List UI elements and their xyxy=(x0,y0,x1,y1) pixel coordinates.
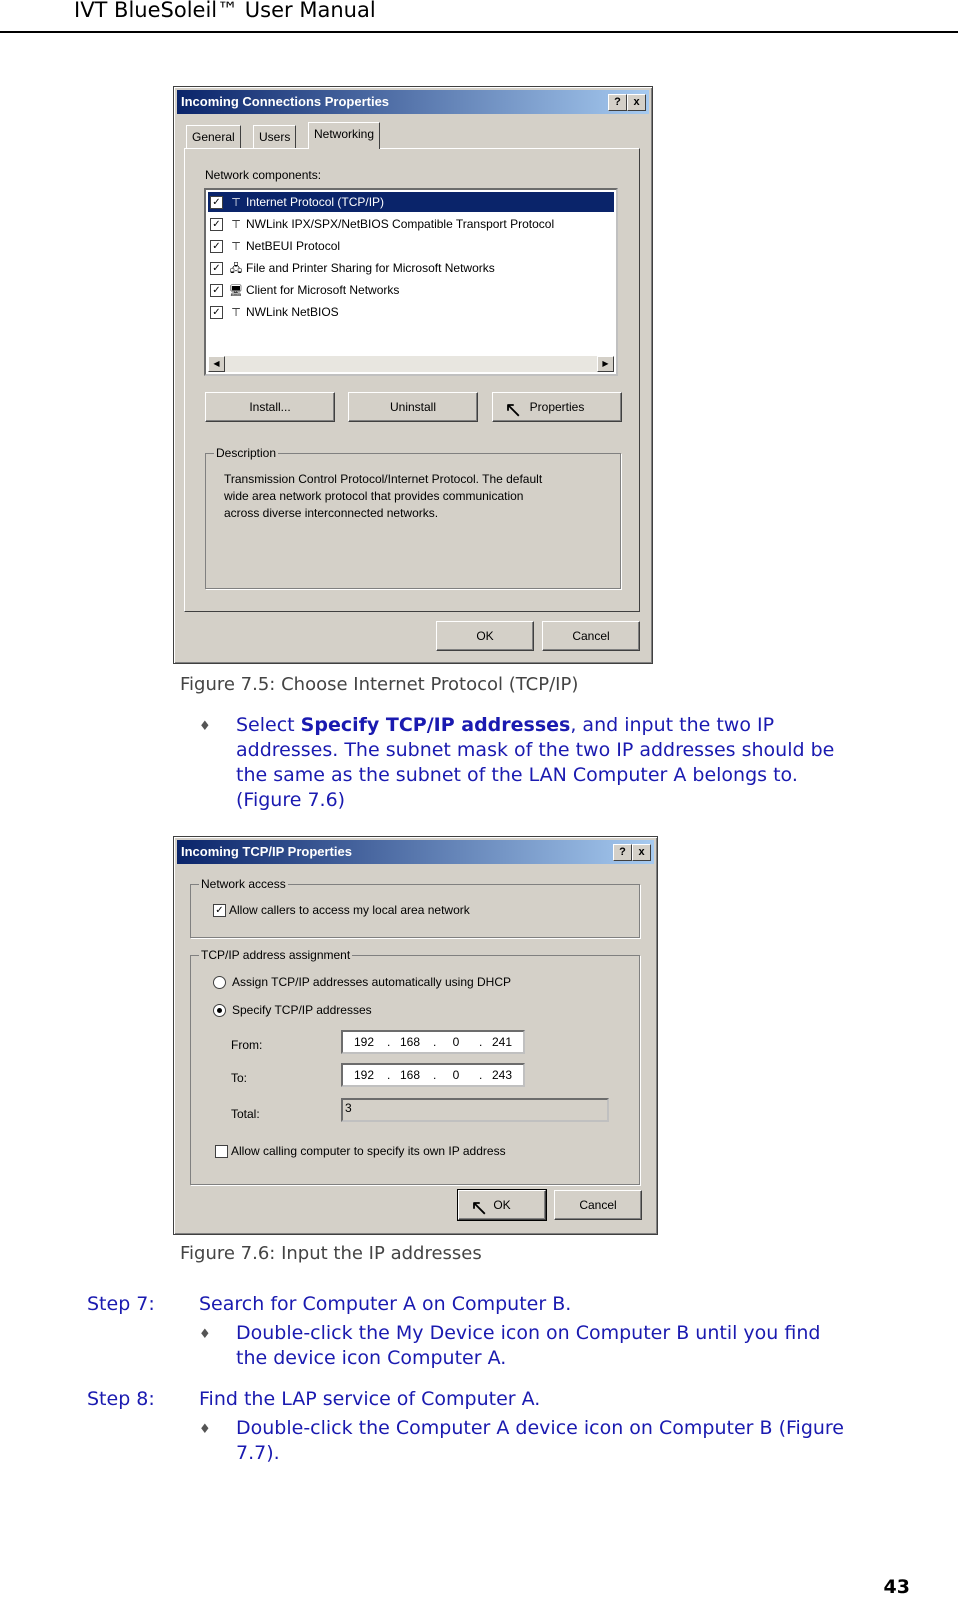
ip-dot: . xyxy=(433,1068,437,1082)
step-text: Find the LAP service of Computer A. xyxy=(199,1388,541,1410)
properties-button[interactable]: Properties xyxy=(492,392,622,422)
ip-octet[interactable]: 241 xyxy=(491,1035,513,1049)
close-button[interactable]: x xyxy=(632,844,651,861)
bullet-line: , and input the two IP xyxy=(570,714,775,736)
close-button[interactable]: x xyxy=(627,94,646,111)
install-button[interactable]: Install... xyxy=(205,392,335,422)
list-item[interactable] xyxy=(208,214,614,234)
protocol-icon: ⊤ xyxy=(231,218,241,231)
ok-button[interactable]: OK xyxy=(458,1190,546,1220)
to-ip-field[interactable] xyxy=(341,1063,525,1087)
emphasis: Specify TCP/IP addresses xyxy=(300,714,571,736)
ip-dot: . xyxy=(479,1035,483,1049)
description-group xyxy=(205,446,621,589)
list-item[interactable] xyxy=(208,258,614,278)
allow-own-ip-row xyxy=(213,1144,506,1158)
list-item[interactable] xyxy=(208,280,614,300)
help-button[interactable]: ? xyxy=(608,94,627,111)
allow-own-ip-checkbox[interactable] xyxy=(215,1145,228,1158)
bullet-line: addresses. The subnet mask of the two IP addresses should be xyxy=(236,739,835,761)
dialog-titlebar xyxy=(177,840,654,864)
step-text: Search for Computer A on Computer B. xyxy=(199,1293,572,1315)
address-assignment-label: TCP/IP address assignment xyxy=(201,948,351,962)
mouse-cursor-icon: ↖ xyxy=(504,397,523,422)
description-line: wide area network protocol that provides communication xyxy=(224,489,524,503)
allow-own-ip-label: Allow calling computer to specify its own IP address xyxy=(231,1144,506,1158)
from-label: From: xyxy=(231,1038,263,1052)
bullet-line: the device icon Computer A. xyxy=(236,1347,507,1369)
mouse-cursor-icon: ↖ xyxy=(470,1195,489,1220)
cancel-button[interactable]: Cancel xyxy=(554,1190,642,1220)
tab-networking[interactable]: Networking xyxy=(308,122,380,149)
step-bullet xyxy=(236,1321,936,1371)
horizontal-scrollbar[interactable] xyxy=(208,356,614,372)
checkbox-checked[interactable]: ✓ xyxy=(210,240,223,253)
checkbox-checked[interactable]: ✓ xyxy=(210,284,223,297)
scroll-left-icon[interactable]: ◀ xyxy=(208,356,225,372)
address-assignment-group xyxy=(190,948,640,1185)
dhcp-radio[interactable] xyxy=(213,976,226,989)
description-line: Transmission Control Protocol/Internet Protocol. The default xyxy=(224,472,543,486)
incoming-connections-dialog xyxy=(173,86,653,664)
dhcp-label: Assign TCP/IP addresses automatically using DHCP xyxy=(232,975,512,989)
component-label: NetBEUI Protocol xyxy=(246,239,341,253)
ip-octet[interactable]: 168 xyxy=(399,1035,421,1049)
bullet-line: Double-click the Computer A device icon on Computer B (Figure xyxy=(236,1417,844,1439)
ip-octet[interactable]: 0 xyxy=(452,1035,460,1049)
bullet-diamond-icon: ♦ xyxy=(199,1422,211,1437)
page-number: 43 xyxy=(883,1576,910,1598)
description-label: Description xyxy=(216,446,277,460)
manual-header-title: IVT BlueSoleil™ User Manual xyxy=(74,0,376,22)
protocol-icon: ⊤ xyxy=(231,306,241,319)
bullet-prefix: Select xyxy=(236,714,301,736)
network-access-label: Network access xyxy=(201,877,286,891)
ok-button[interactable]: OK xyxy=(436,621,534,651)
list-item[interactable] xyxy=(208,302,614,322)
total-label: Total: xyxy=(231,1107,260,1121)
list-item[interactable] xyxy=(208,236,614,256)
specify-label: Specify TCP/IP addresses xyxy=(232,1003,372,1017)
to-label: To: xyxy=(231,1071,248,1085)
checkbox-checked[interactable]: ✓ xyxy=(210,196,223,209)
description-line: across diverse interconnected networks. xyxy=(224,506,439,520)
total-field xyxy=(341,1098,609,1122)
component-label: Internet Protocol (TCP/IP) xyxy=(246,195,385,209)
specify-radio[interactable] xyxy=(213,1004,226,1017)
ip-dot: . xyxy=(387,1068,391,1082)
component-label: Client for Microsoft Networks xyxy=(246,283,400,297)
bullet-diamond-icon: ♦ xyxy=(199,1327,211,1342)
from-ip-field[interactable] xyxy=(341,1030,525,1054)
ip-dot: . xyxy=(387,1035,391,1049)
bullet-line: (Figure 7.6) xyxy=(236,789,346,811)
dialog-title: Incoming Connections Properties xyxy=(181,94,390,109)
cancel-button[interactable]: Cancel xyxy=(542,621,640,651)
dialog-titlebar xyxy=(177,90,649,114)
client-icon: 🖥 xyxy=(229,284,243,297)
ip-dot: . xyxy=(433,1035,437,1049)
bullet-line: the same as the subnet of the LAN Computer A belongs to. xyxy=(236,764,798,786)
checkbox-checked[interactable]: ✓ xyxy=(210,262,223,275)
uninstall-button[interactable]: Uninstall xyxy=(348,392,478,422)
tab-general[interactable]: General xyxy=(186,125,241,148)
bullet-line: Double-click the My Device icon on Computer B until you find xyxy=(236,1322,821,1344)
scroll-right-icon[interactable]: ▶ xyxy=(597,356,614,372)
ip-octet[interactable]: 0 xyxy=(452,1068,460,1082)
ip-octet[interactable]: 192 xyxy=(353,1035,375,1049)
ip-octet[interactable]: 168 xyxy=(399,1068,421,1082)
incoming-tcpip-dialog xyxy=(173,836,658,1235)
step-bullet xyxy=(236,1416,936,1466)
dhcp-option[interactable] xyxy=(213,975,511,989)
ip-octet[interactable]: 243 xyxy=(491,1068,513,1082)
network-components-label: Network components: xyxy=(205,168,322,182)
protocol-icon: ⊤ xyxy=(231,240,241,253)
step-label: Step 7: xyxy=(87,1293,155,1315)
bullet-diamond-icon: ♦ xyxy=(199,719,211,734)
figure-caption: Figure 7.6: Input the IP addresses xyxy=(180,1243,482,1264)
help-button[interactable]: ? xyxy=(613,844,632,861)
dialog-title: Incoming TCP/IP Properties xyxy=(181,844,352,859)
network-components-list[interactable] xyxy=(204,188,618,376)
ip-dot: . xyxy=(479,1068,483,1082)
allow-local-row xyxy=(211,903,470,917)
checkbox-checked[interactable]: ✓ xyxy=(210,306,223,319)
instruction-bullet xyxy=(236,713,926,813)
protocol-icon: ⊤ xyxy=(231,196,241,209)
network-access-group xyxy=(190,877,640,938)
header-rule xyxy=(0,31,958,33)
step-label: Step 8: xyxy=(87,1388,155,1410)
ip-octet[interactable]: 192 xyxy=(353,1068,375,1082)
component-label: File and Printer Sharing for Microsoft Networks xyxy=(246,261,495,275)
tab-users[interactable]: Users xyxy=(253,125,296,148)
checkbox-checked[interactable]: ✓ xyxy=(210,218,223,231)
component-label: NWLink NetBIOS xyxy=(246,305,339,319)
bullet-line: 7.7). xyxy=(236,1442,280,1464)
allow-local-checkbox[interactable]: ✓ xyxy=(213,904,226,917)
service-icon: 🖧 xyxy=(229,262,243,275)
specify-option[interactable] xyxy=(213,1003,372,1017)
list-item[interactable] xyxy=(208,192,614,212)
total-value: 3 xyxy=(345,1101,352,1115)
component-label: NWLink IPX/SPX/NetBIOS Compatible Transport Protocol xyxy=(246,217,555,231)
allow-local-label: Allow callers to access my local area network xyxy=(229,903,470,917)
figure-caption: Figure 7.5: Choose Internet Protocol (TCP/IP) xyxy=(180,674,579,695)
